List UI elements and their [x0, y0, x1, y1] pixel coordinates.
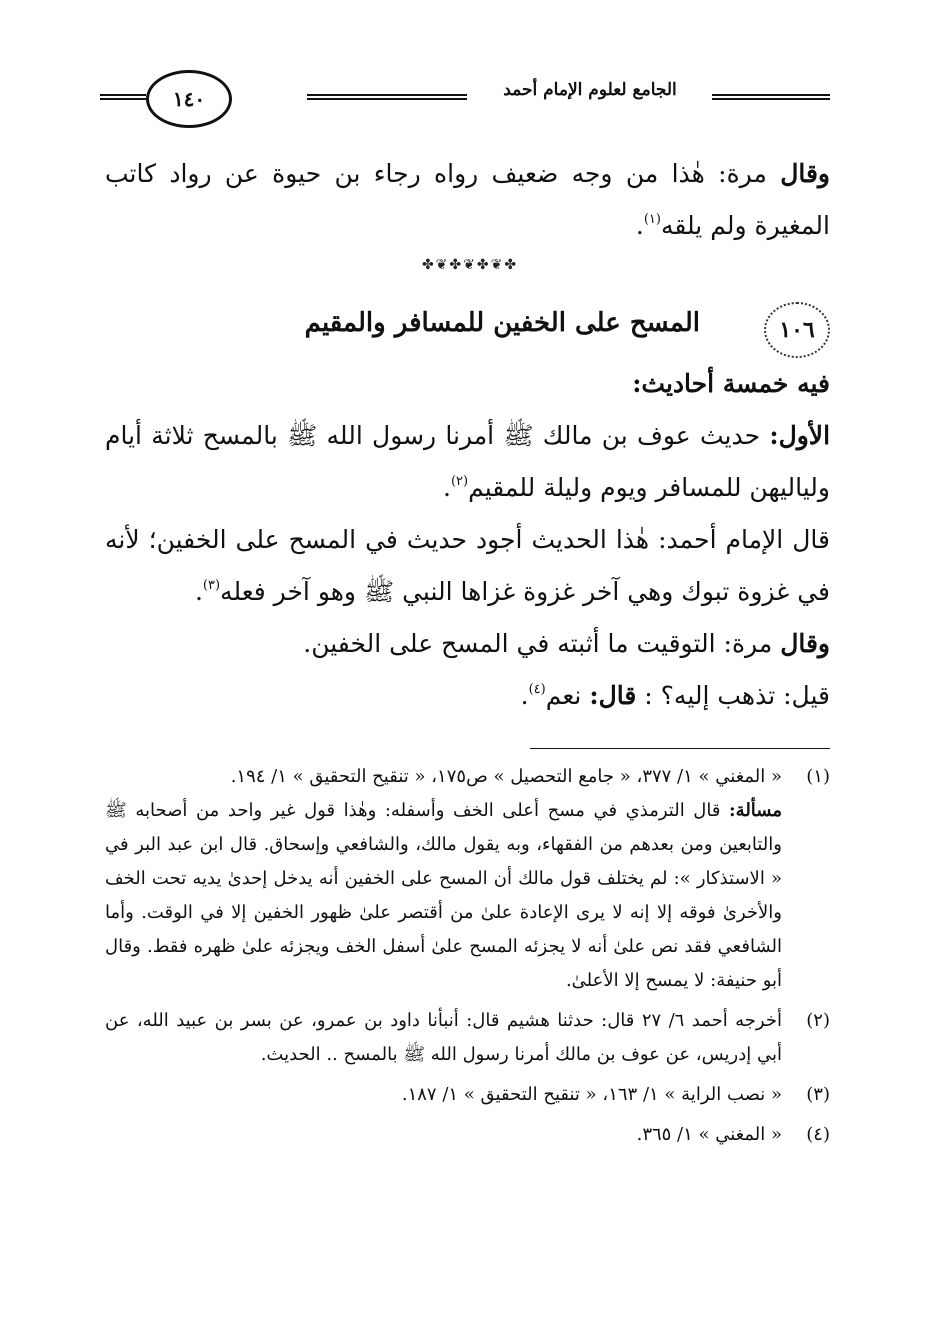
question-end: .: [520, 681, 529, 710]
page-number: ١٤٠: [172, 87, 206, 111]
footnote-mark: (١): [806, 766, 830, 787]
footnote-text: « نصب الراية » ١/ ١٦٣، « تنقيح التحقيق » ١/ ١٨٧.: [401, 1084, 782, 1105]
footnote-ref-3[interactable]: (٣): [202, 578, 221, 593]
intro-paragraph-block: [105, 148, 830, 252]
imam-statement: [105, 514, 830, 618]
first-hadith: [105, 410, 830, 514]
imam-text: قال الإمام أحمد: هٰذا الحديث أجود حديث في المسح على الخفين؛ لأنه في غزوة تبوك وهي آخر غزوة غزاها النبي ﷺ وهو آخر فعله: [105, 525, 830, 606]
footnote-mark: (٢): [806, 1010, 830, 1031]
imam-end: .: [194, 577, 203, 606]
page-header: [100, 68, 830, 124]
footnote-2: [105, 1004, 834, 1072]
first-end: .: [443, 473, 451, 502]
question-text: قيل: تذهب إليه؟ :: [644, 681, 830, 710]
footnote-3: [105, 1078, 834, 1112]
footnotes: [105, 760, 834, 1152]
hadiths-intro: [105, 358, 830, 410]
footnote-mark: (٣): [806, 1084, 830, 1105]
said-statement: [105, 618, 830, 670]
section-ornament: ✤❦✤❦✤❦✤: [421, 257, 519, 273]
footnote-text: « المغني » ١/ ٣٧٧، « جامع التحصيل » ص١٧٥، « تنقيح التحقيق » ١/ ١٩٤.: [230, 766, 782, 787]
intro-paragraph: [105, 148, 830, 252]
question-lead: قال:: [589, 681, 637, 710]
masala-note: [105, 794, 782, 998]
page-number-badge: [146, 70, 232, 128]
header-rule-left: [100, 94, 146, 100]
chapter-heading: [240, 302, 830, 362]
intro-lead: وقال: [780, 159, 830, 188]
footnote-ref-4[interactable]: (٤): [528, 682, 546, 697]
main-text: [105, 358, 830, 722]
masala-label: مسألة:: [729, 800, 782, 821]
said-text: مرة: التوقيت ما أثبته في المسح على الخفين.: [303, 629, 773, 658]
chapter-title: المسح على الخفين للمسافر والمقيم: [304, 308, 700, 338]
intro-end: .: [635, 211, 644, 240]
header-rule-right: [712, 94, 830, 100]
footnote-ref-1[interactable]: (١): [643, 212, 661, 227]
said-lead: وقال: [780, 629, 830, 658]
first-label: الأول:: [769, 421, 831, 450]
question-answer: نعم: [545, 681, 582, 710]
footnote-separator: [530, 748, 830, 749]
question-statement: [105, 670, 830, 722]
footnote-text: « المغني » ١/ ٣٦٥.: [636, 1124, 782, 1145]
footnote-ref-2[interactable]: (٢): [450, 474, 469, 489]
hadiths-intro-text: فيه خمسة أحاديث:: [632, 369, 830, 398]
masala-text: قال الترمذي في مسح أعلى الخف وأسفله: وهٰذا قول غير واحد من أصحابه ﷺ والتابعين ومن بعدهم من الفقهاء، وبه يقول مالك، والشافعي وإسحاق. قال ابن عبد البر في « الاستذكار »: لم يختلف قول مالك أن المسح على الخفين أنه يدخل إحدىٰ يديه تحت الخف والأخرىٰ فوقه إلا إنه لا يرى الإعادة علىٰ من أقتصر علىٰ ظهور الخفين إلا في الوقت. وأما الشافعي فقد نص علىٰ أنه لا يجزئه المسح علىٰ أسفل الخف ويجزئه علىٰ ظهره فقط. وقال أبو حنيفة: لا يمسح إلا الأعلىٰ.: [105, 800, 782, 991]
intro-text: مرة: هٰذا من وجه ضعيف رواه رجاء بن حيوة عن رواد كاتب المغيرة ولم يلقه: [105, 159, 830, 240]
first-text: حديث عوف بن مالك ﷺ أمرنا رسول الله ﷺ بالمسح ثلاثة أيام ولياليهن للمسافر ويوم وليلة للمقيم: [105, 421, 830, 502]
footnote-1: [105, 760, 834, 794]
header-rule-middle: [307, 94, 467, 100]
footnote-mark: (٤): [806, 1124, 830, 1145]
footnote-text: أخرجه أحمد ٦/ ٢٧ قال: حدثنا هشيم قال: أنبأنا داود بن عمرو، عن بسر بن عبيد الله، عن أبي إدريس، عن عوف بن مالك أمرنا رسول الله ﷺ بالمسح .. الحديث.: [105, 1010, 782, 1065]
footnote-4: [105, 1118, 834, 1152]
chapter-number: ١٠٦: [779, 317, 815, 343]
chapter-number-medallion: [764, 302, 830, 358]
running-title: الجامع لعلوم الإمام أحمد: [503, 80, 677, 100]
